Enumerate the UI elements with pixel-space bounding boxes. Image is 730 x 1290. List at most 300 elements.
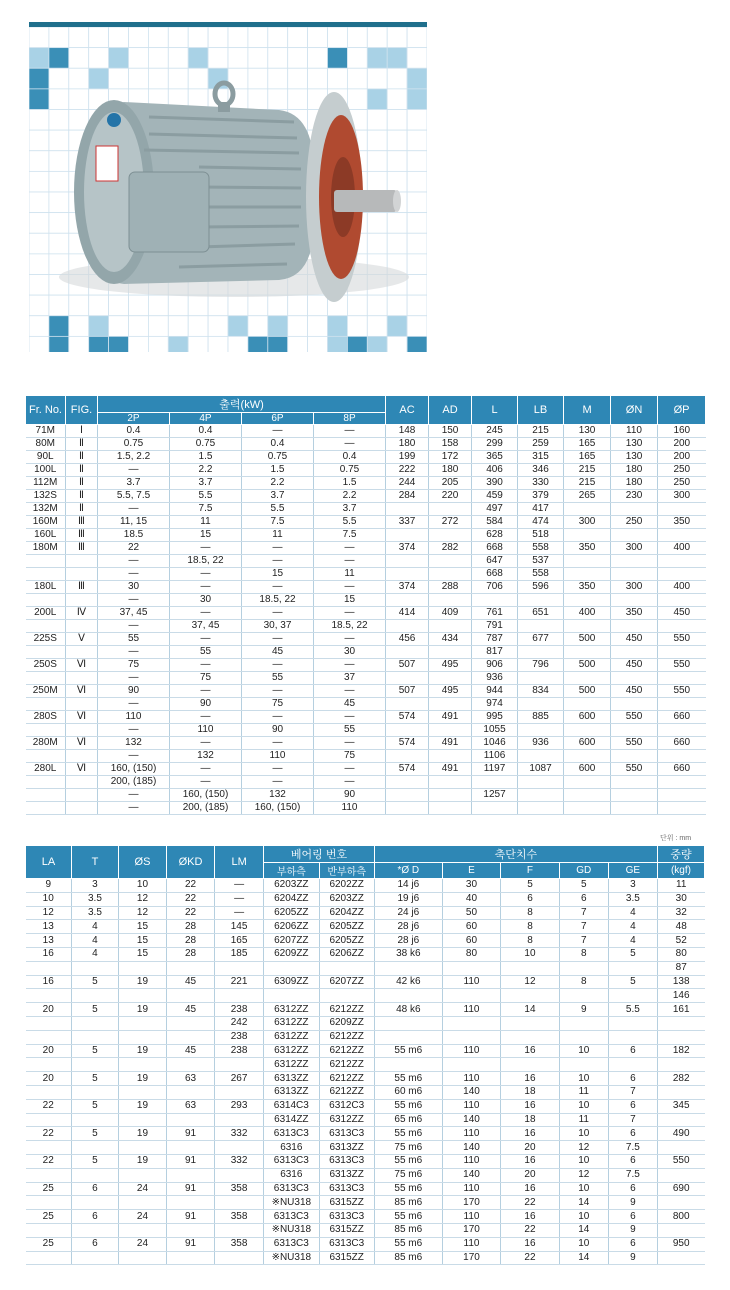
table-cell <box>564 672 611 685</box>
table-row <box>26 646 706 659</box>
table-cell <box>657 1196 704 1210</box>
table-cell: 12 <box>118 892 166 906</box>
table-cell <box>118 1085 166 1099</box>
grid-cell <box>407 48 427 69</box>
table-cell: 8 <box>501 934 559 948</box>
grid-cell <box>129 295 149 316</box>
table-cell: 132 <box>170 750 242 763</box>
table-cell: 660 <box>658 711 706 724</box>
grid-cell <box>367 295 387 316</box>
table-cell <box>657 1168 704 1182</box>
table-cell: ※NU318 <box>264 1223 319 1237</box>
table-cell <box>564 789 611 802</box>
table-cell: 15 <box>242 568 314 581</box>
table-cell <box>26 672 66 685</box>
table-cell: 55 m6 <box>374 1210 442 1224</box>
table-row <box>26 633 706 646</box>
table-cell <box>118 1223 166 1237</box>
grid-cell <box>367 130 387 151</box>
table-row <box>26 1044 705 1058</box>
table-cell: — <box>242 659 314 672</box>
table-cell: 165 <box>564 438 611 451</box>
table-row <box>26 542 706 555</box>
table-cell <box>429 568 472 581</box>
table-cell <box>26 1113 72 1127</box>
table-cell: 284 <box>386 490 429 503</box>
table-cell <box>429 646 472 659</box>
table-cell: 30, 37 <box>242 620 314 633</box>
table-cell: 16 <box>501 1210 559 1224</box>
table-cell: 1.5 <box>170 451 242 464</box>
table-cell: 950 <box>657 1237 704 1251</box>
table-cell <box>26 961 72 975</box>
table-cell: 80M <box>26 438 66 451</box>
grid-cell <box>168 48 188 69</box>
table-cell <box>442 961 500 975</box>
table-cell: 495 <box>429 659 472 672</box>
table-cell: 19 <box>118 1127 166 1141</box>
table-cell: 160L <box>26 529 66 542</box>
table-row <box>26 750 706 763</box>
table-cell: 5 <box>501 879 559 893</box>
table-cell: 7 <box>559 906 608 920</box>
table-cell <box>608 961 657 975</box>
table-cell: 14 j6 <box>374 879 442 893</box>
table-cell: 574 <box>386 737 429 750</box>
table-cell: 6312ZZ <box>264 1016 319 1030</box>
table-cell: 20 <box>501 1168 559 1182</box>
table-cell <box>386 698 429 711</box>
table-cell: Ⅳ <box>66 607 98 620</box>
table-cell: 500 <box>564 685 611 698</box>
top-rule <box>29 22 427 27</box>
table-cell <box>71 1085 118 1099</box>
grid-cell <box>288 27 308 48</box>
table-cell: 15 <box>118 947 166 961</box>
table-cell: 796 <box>518 659 564 672</box>
table-cell: 20 <box>26 1072 72 1086</box>
table-cell <box>608 1058 657 1072</box>
table-cell: — <box>314 581 386 594</box>
table-cell: 40 <box>442 892 500 906</box>
table-cell: 16 <box>501 1154 559 1168</box>
table-cell: 6203ZZ <box>264 879 319 893</box>
grid-cell <box>407 89 427 110</box>
table-cell <box>319 961 374 975</box>
table-cell: 55 m6 <box>374 1237 442 1251</box>
table-cell: 110 <box>442 1182 500 1196</box>
table-cell: 6 <box>608 1072 657 1086</box>
table-cell <box>442 989 500 1003</box>
grid-cell <box>407 316 427 337</box>
table-row <box>26 1196 705 1210</box>
table-cell: 180 <box>386 438 429 451</box>
table-cell: 332 <box>215 1154 264 1168</box>
table-row <box>26 989 705 1003</box>
table-cell <box>66 555 98 568</box>
grid-cell <box>228 316 248 337</box>
table-cell: 25 <box>26 1210 72 1224</box>
table-cell <box>66 802 98 815</box>
table-cell <box>429 698 472 711</box>
table-cell: 787 <box>472 633 518 646</box>
table-cell <box>319 989 374 1003</box>
table-row <box>26 425 706 438</box>
table-cell <box>501 989 559 1003</box>
grid-cell <box>407 254 427 275</box>
table-cell: 100L <box>26 464 66 477</box>
grid-cell <box>248 68 268 89</box>
table-cell: 6205ZZ <box>264 906 319 920</box>
table-cell <box>559 1030 608 1044</box>
table-cell: 55 <box>314 724 386 737</box>
table-row <box>26 1058 705 1072</box>
table-cell: 19 <box>118 1099 166 1113</box>
grid-cell <box>228 295 248 316</box>
col-f: F <box>501 863 559 879</box>
table-cell: 60 m6 <box>374 1085 442 1099</box>
table-cell: 18.5, 22 <box>170 555 242 568</box>
table-cell: 558 <box>518 542 564 555</box>
grid-cell <box>367 336 387 352</box>
table-cell: 15 <box>118 934 166 948</box>
table-cell: 170 <box>442 1196 500 1210</box>
table-cell <box>66 724 98 737</box>
table-cell: 71M <box>26 425 66 438</box>
table-cell: 75 <box>242 698 314 711</box>
table-row <box>26 1072 705 1086</box>
table-cell <box>26 698 66 711</box>
table-cell: 7.5 <box>608 1141 657 1155</box>
grid-cell <box>109 48 129 69</box>
table-row <box>26 920 705 934</box>
table-row <box>26 581 706 594</box>
table-cell: 558 <box>518 568 564 581</box>
table-cell: 90 <box>314 789 386 802</box>
table-cell <box>71 1223 118 1237</box>
table-cell <box>71 1251 118 1265</box>
table-cell: 87 <box>657 961 704 975</box>
table-cell: 30 <box>314 646 386 659</box>
table-cell: 6315ZZ <box>319 1223 374 1237</box>
table-cell: 110 <box>442 1044 500 1058</box>
table-cell <box>501 961 559 975</box>
table-cell <box>564 503 611 516</box>
table-cell: 3 <box>608 879 657 893</box>
table-cell <box>264 989 319 1003</box>
table-cell: 6315ZZ <box>319 1251 374 1265</box>
table-cell: Ⅲ <box>66 542 98 555</box>
table-cell <box>386 750 429 763</box>
table-cell <box>66 646 98 659</box>
table-cell: 199 <box>386 451 429 464</box>
table-cell: 677 <box>518 633 564 646</box>
table-cell: — <box>242 737 314 750</box>
table-cell: 300 <box>658 490 706 503</box>
table-cell: 22 <box>167 892 215 906</box>
grid-cell <box>148 336 168 352</box>
table-cell: 18.5 <box>98 529 170 542</box>
table-cell <box>167 961 215 975</box>
table-cell: 10 <box>501 947 559 961</box>
grid-cell <box>29 171 49 192</box>
table-cell: 6 <box>608 1210 657 1224</box>
table-cell: 15 <box>118 920 166 934</box>
table-cell: 6207ZZ <box>319 975 374 989</box>
table-cell: 5.5 <box>608 1003 657 1017</box>
grid-cell <box>69 336 89 352</box>
table-cell: 132S <box>26 490 66 503</box>
grid-cell <box>29 27 49 48</box>
table-cell: 6202ZZ <box>319 879 374 893</box>
table-cell <box>518 672 564 685</box>
table-cell: 20 <box>26 1044 72 1058</box>
table-cell: 8 <box>501 920 559 934</box>
table-row <box>26 961 705 975</box>
grid-cell <box>367 213 387 234</box>
grid-cell <box>109 68 129 89</box>
table-cell <box>386 568 429 581</box>
table-cell: 400 <box>564 607 611 620</box>
table-cell: — <box>170 607 242 620</box>
table-cell <box>26 646 66 659</box>
table-cell: 6 <box>608 1099 657 1113</box>
table-cell: 0.4 <box>98 425 170 438</box>
table-cell: 145 <box>215 920 264 934</box>
table-cell: 409 <box>429 607 472 620</box>
table-row <box>26 1168 705 1182</box>
table-cell: 414 <box>386 607 429 620</box>
grid-cell <box>188 336 208 352</box>
table-cell: 110 <box>98 711 170 724</box>
table-cell: — <box>98 503 170 516</box>
table-cell: 55 <box>170 646 242 659</box>
table-cell: ※NU318 <box>264 1251 319 1265</box>
table-cell: 7 <box>608 1085 657 1099</box>
grid-cell <box>367 171 387 192</box>
grid-cell <box>69 89 89 110</box>
table-cell <box>26 989 72 1003</box>
table-cell <box>658 503 706 516</box>
table-cell <box>66 698 98 711</box>
table-cell: 350 <box>658 516 706 529</box>
table-cell: 6313C3 <box>319 1237 374 1251</box>
table-cell <box>118 1016 166 1030</box>
table-cell: 14 <box>559 1251 608 1265</box>
table-cell: 170 <box>442 1251 500 1265</box>
table-cell: 222 <box>386 464 429 477</box>
table-cell: 55 <box>98 633 170 646</box>
table-cell: 358 <box>215 1210 264 1224</box>
table-cell: 15 <box>170 529 242 542</box>
table-cell <box>657 1141 704 1155</box>
table-cell: — <box>215 879 264 893</box>
table-cell: 12 <box>559 1168 608 1182</box>
table-cell: 500 <box>564 633 611 646</box>
table-cell <box>118 989 166 1003</box>
table-cell: 600 <box>564 763 611 776</box>
grid-cell <box>367 89 387 110</box>
table-cell: — <box>242 776 314 789</box>
grid-cell <box>288 295 308 316</box>
table-cell: — <box>98 646 170 659</box>
table-row <box>26 1210 705 1224</box>
table-cell <box>71 961 118 975</box>
table-row <box>26 1251 705 1265</box>
grid-cell <box>208 27 228 48</box>
col-4p: 4P <box>170 413 242 425</box>
table-cell: 91 <box>167 1154 215 1168</box>
table-cell: 0.75 <box>98 438 170 451</box>
table-cell <box>66 620 98 633</box>
grid-cell <box>129 336 149 352</box>
table-cell: 491 <box>429 711 472 724</box>
table-cell: 6313ZZ <box>319 1141 374 1155</box>
table-cell: 550 <box>611 737 658 750</box>
table-cell: 2.2 <box>242 477 314 490</box>
table-cell: 272 <box>429 516 472 529</box>
table-cell <box>215 1168 264 1182</box>
table-cell: 230 <box>611 490 658 503</box>
table-cell <box>66 776 98 789</box>
grid-cell <box>69 295 89 316</box>
table-cell: — <box>314 685 386 698</box>
table-cell: 6312ZZ <box>264 1030 319 1044</box>
table-cell: 5 <box>559 879 608 893</box>
table-cell: 337 <box>386 516 429 529</box>
table-cell: 6212ZZ <box>319 1044 374 1058</box>
table-cell: 221 <box>215 975 264 989</box>
table-cell: 160, (150) <box>98 763 170 776</box>
grid-cell <box>347 336 367 352</box>
grid-cell <box>129 316 149 337</box>
grid-cell <box>268 48 288 69</box>
table-cell <box>71 1168 118 1182</box>
table-cell <box>215 1141 264 1155</box>
table-cell: — <box>170 581 242 594</box>
grid-cell <box>387 130 407 151</box>
table-cell: 9 <box>559 1003 608 1017</box>
table-cell <box>658 568 706 581</box>
table-row <box>26 975 705 989</box>
table-cell: 180M <box>26 542 66 555</box>
table-cell: 497 <box>472 503 518 516</box>
table-cell: 75 <box>98 659 170 672</box>
table-cell: 450 <box>611 659 658 672</box>
table-cell: 490 <box>657 1127 704 1141</box>
table-cell <box>26 555 66 568</box>
table-cell: 6212ZZ <box>319 1030 374 1044</box>
grid-cell <box>407 192 427 213</box>
table-row <box>26 607 706 620</box>
table-cell: 16 <box>501 1127 559 1141</box>
grid-cell <box>148 68 168 89</box>
grid-cell <box>268 336 288 352</box>
table-cell: 140 <box>442 1168 500 1182</box>
grid-cell <box>308 68 328 89</box>
table-cell <box>167 1058 215 1072</box>
col-output-group: 출력(kW) <box>98 396 386 413</box>
table-cell: 75 m6 <box>374 1168 442 1182</box>
table-cell: 180 <box>611 477 658 490</box>
table-cell: — <box>242 711 314 724</box>
table-row <box>26 594 706 607</box>
table-cell: 50 <box>442 906 500 920</box>
table-cell: 507 <box>386 659 429 672</box>
table-cell: 215 <box>518 425 564 438</box>
table-cell: 28 <box>167 934 215 948</box>
table-cell: 18 <box>501 1113 559 1127</box>
table-cell <box>26 1030 72 1044</box>
table-cell: 172 <box>429 451 472 464</box>
table-cell: 19 <box>118 1154 166 1168</box>
table-cell: 10 <box>559 1099 608 1113</box>
table-cell: 132 <box>242 789 314 802</box>
table-cell: 110 <box>442 975 500 989</box>
table-row <box>26 724 706 737</box>
grid-cell <box>387 171 407 192</box>
col-la: LA <box>26 846 72 879</box>
table-row <box>26 529 706 542</box>
table-cell: 238 <box>215 1030 264 1044</box>
table-cell: — <box>242 685 314 698</box>
table-cell: 7.5 <box>242 516 314 529</box>
table-cell: 668 <box>472 542 518 555</box>
table-cell: 761 <box>472 607 518 620</box>
table-cell: 6312ZZ <box>264 1044 319 1058</box>
table-cell <box>559 989 608 1003</box>
table-cell <box>518 776 564 789</box>
table-cell: — <box>98 750 170 763</box>
grid-cell <box>228 336 248 352</box>
table-cell: 365 <box>472 451 518 464</box>
table-cell: 242 <box>215 1016 264 1030</box>
table-cell: — <box>314 776 386 789</box>
table-cell: 250 <box>658 477 706 490</box>
table-cell <box>26 568 66 581</box>
grid-cell <box>347 295 367 316</box>
table-cell: 6 <box>71 1237 118 1251</box>
table-cell: 834 <box>518 685 564 698</box>
table-cell: 10 <box>26 892 72 906</box>
table-cell: — <box>98 568 170 581</box>
table-cell <box>658 555 706 568</box>
table-cell: 5 <box>71 975 118 989</box>
table-cell: 6312ZZ <box>264 1003 319 1017</box>
table-cell <box>564 555 611 568</box>
table-cell: 200, (185) <box>98 776 170 789</box>
table-cell: 1197 <box>472 763 518 776</box>
table-cell: Ⅱ <box>66 503 98 516</box>
table-cell: 85 m6 <box>374 1251 442 1265</box>
table-cell <box>611 724 658 737</box>
table-cell <box>429 503 472 516</box>
grid-cell <box>328 27 348 48</box>
grid-cell <box>168 68 188 89</box>
table-cell: 491 <box>429 737 472 750</box>
table-cell: 48 k6 <box>374 1003 442 1017</box>
table-cell: 14 <box>559 1196 608 1210</box>
table-cell: 11 <box>242 529 314 542</box>
table-cell: 6203ZZ <box>319 892 374 906</box>
table-cell: 600 <box>564 711 611 724</box>
table-row <box>26 503 706 516</box>
table-cell: 282 <box>657 1072 704 1086</box>
table-cell: 2.2 <box>314 490 386 503</box>
grid-cell <box>228 48 248 69</box>
table-cell: 6315ZZ <box>319 1196 374 1210</box>
table-cell: 9 <box>26 879 72 893</box>
